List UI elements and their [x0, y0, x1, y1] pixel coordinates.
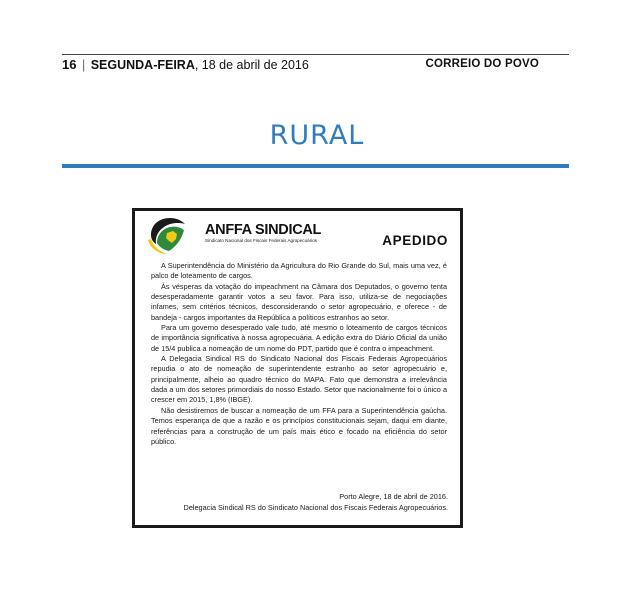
paragraph: A Delegacia Sindical RS do Sindicato Nacional dos Fiscais Federais Agropecuários repudia o ato de nomeação de superintendente estranho ao setor agropecuário e, principalmente, alheio ao quadro técnico do MAPA. Fato que demonstra a irrelevância dada a um dos setores primordiais do nosso Estado. Setor que nacionalmente foi o único a crescer em 2015, 1,8% (IBGE). [151, 354, 447, 405]
paragraph: A Superintendência do Ministério da Agricultura do Rio Grande do Sul, mais uma vez, é palco de loteamento de cargos. [151, 261, 447, 281]
ad-body [151, 261, 447, 447]
advertisement-box [132, 208, 463, 528]
apedido-label: APEDIDO [382, 233, 448, 248]
page-number: 16 [62, 57, 77, 72]
paragraph: Às vésperas da votação do impeachment na Câmara dos Deputados, o governo tenta desesperadamente garantir votos a seu favor. Para isso, utiliza-se de negociações infames, sem critérios técnicos, desconsiderando o setor agropecuário, e oferece - de bandeja - cargos importantes da República a políticos estranhos ao setor. [151, 281, 447, 322]
section-title: RURAL [269, 120, 365, 151]
paragraph: Não desistiremos de buscar a nomeação de um FFA para a Superintendência gaúcha. Temos esperança de que a razão e os princípios constitucionais sejam, daqui em diante, referências para a construção de um país mais ético e focado na eficiência do setor público. [151, 405, 447, 446]
paragraph: Para um governo desesperado vale tudo, até mesmo o loteamento de cargos técnicos de importância significativa à nossa agropecuária. A edição extra do Diário Oficial da união de 15/4 publica a nomeação de um nome do PDT, partido que é contra o impeachment. [151, 323, 447, 353]
section-rule [62, 164, 569, 168]
brand-subtitle: Sindicato Nacional dos Fiscais Federais Agropecuários [205, 238, 318, 243]
brand-name: ANFFA SINDICAL [205, 222, 322, 238]
newspaper-masthead: CORREIO DO POVO [425, 58, 539, 70]
header-date: , 18 de abril de 2016 [194, 58, 309, 72]
anffa-logo-icon [145, 215, 189, 255]
place-date: Porto Alegre, 18 de abril de 2016. [339, 492, 448, 501]
signature-block [184, 492, 448, 513]
signatory: Delegacia Sindical RS do Sindicato Nacional dos Fiscais Federais Agropecuários. [183, 502, 448, 512]
header-separator: | [81, 58, 86, 72]
header-rule [62, 54, 569, 55]
page-header [62, 57, 569, 75]
header-weekday: SEGUNDA-FEIRA [90, 58, 195, 72]
